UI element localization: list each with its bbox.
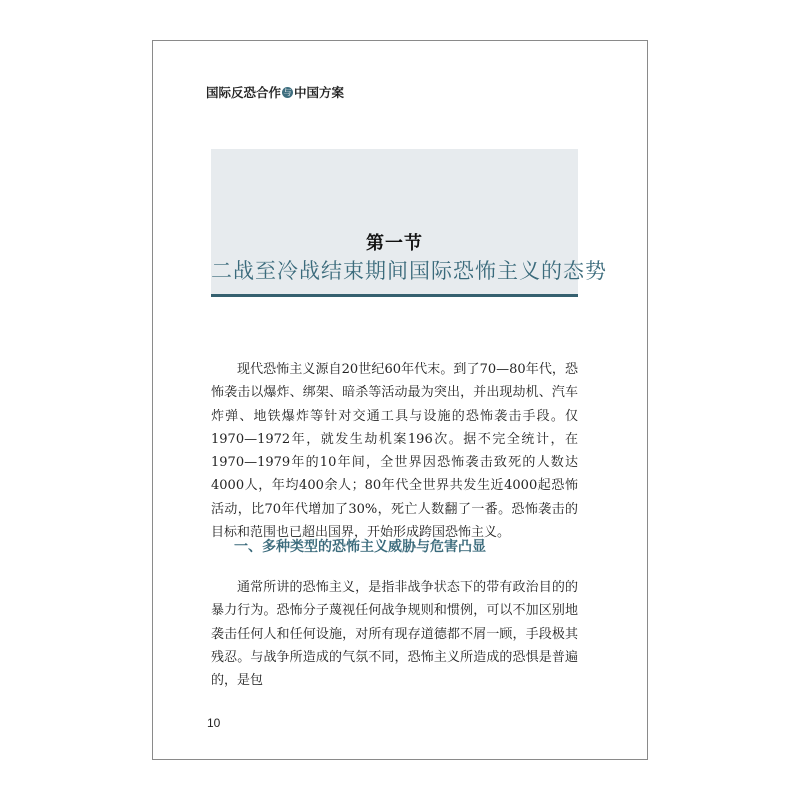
section-title: 二战至冷战结束期间国际恐怖主义的态势 bbox=[211, 259, 607, 283]
page-number: 10 bbox=[207, 716, 221, 730]
body-paragraph-1: 现代恐怖主义源自20世纪60年代末。到了70—80年代，恐怖袭击以爆炸、绑架、暗杀等活动最为突出，并出现劫机、汽车炸弹、地铁爆炸等针对交通工具与设施的恐怖袭击手段。仅1970—1972年，就发生劫机案196次。据不完全统计，在1970—1979年的10年间，全世界因恐怖袭击致死的人数达4000人，年均400余人；80年代全世界共发生近4000起恐怖活动，比70年代增加了30%，死亡人数翻了一番。恐怖袭击的目标和范围也已超出国界，开始形成跨国恐怖主义。 bbox=[211, 362, 578, 541]
book-title-part1: 国际反恐合作 bbox=[206, 85, 282, 100]
section-number: 第一节 bbox=[366, 233, 423, 254]
title-underline bbox=[211, 294, 578, 297]
running-head bbox=[206, 83, 344, 101]
book-title-connector-badge: 与 bbox=[283, 87, 292, 97]
subheading: 一、多种类型的恐怖主义威胁与危害凸显 bbox=[234, 539, 486, 555]
body-paragraph-2: 通常所讲的恐怖主义，是指非战争状态下的带有政治目的的暴力行为。恐怖分子蔑视任何战争规则和惯例，可以不加区别地袭击任何人和任何设施，对所有现存道德都不屑一顾，手段极其残忍。与战争所造成的气氛不同，恐怖主义所造成的恐惧是普遍的，是包 bbox=[211, 580, 578, 689]
section-title-box bbox=[211, 149, 607, 297]
book-title-part2: 中国方案 bbox=[294, 85, 345, 100]
